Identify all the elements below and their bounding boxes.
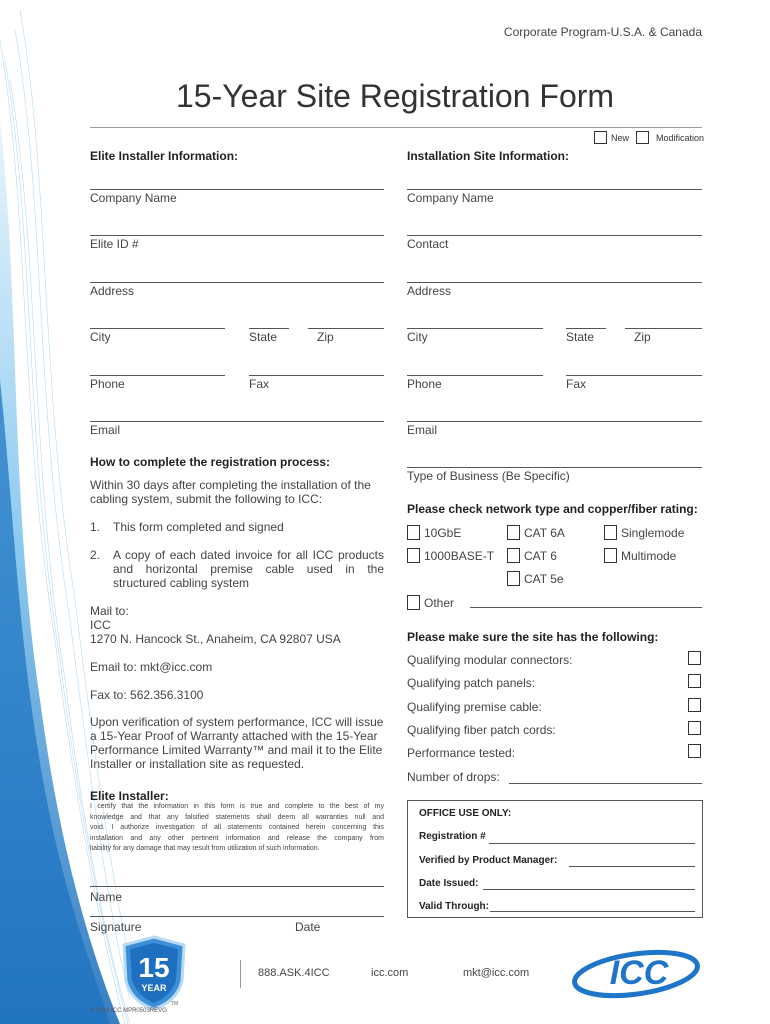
new-checkbox[interactable]: [594, 131, 607, 144]
cat6-checkbox[interactable]: [507, 548, 520, 563]
verification-line-1: Upon verification of system performance, ICC will issue: [90, 715, 384, 729]
registration-number-field[interactable]: [489, 843, 695, 844]
elite-fax-field[interactable]: [249, 375, 384, 376]
elite-phone-label: Phone: [90, 377, 125, 391]
badge-trademark: TM: [171, 1001, 179, 1007]
verified-by-label: Verified by Product Manager:: [419, 855, 558, 866]
date-issued-field[interactable]: [483, 889, 695, 890]
15-year-badge-logo: [120, 935, 188, 1011]
cat6a-checkbox[interactable]: [507, 525, 520, 540]
elite-company-label: Company Name: [90, 191, 177, 205]
process-intro-line-2: cabling system, submit the following to ICC:: [90, 492, 323, 506]
site-address-field[interactable]: [407, 282, 702, 283]
footer-phone[interactable]: 888.ASK.4ICC: [258, 967, 330, 979]
verified-by-field[interactable]: [569, 866, 695, 867]
verification-line-2: a 15-Year Proof of Warranty attached with the 15-Year: [90, 729, 378, 743]
site-phone-field[interactable]: [407, 375, 543, 376]
req-fiber-cords-label: Qualifying fiber patch cords:: [407, 723, 556, 737]
new-label: New: [611, 133, 630, 143]
singlemode-label: Singlemode: [621, 526, 685, 540]
step-1-text: This form completed and signed: [113, 520, 284, 534]
step-2-line-2: and horizontal premise cable used in the: [113, 562, 384, 576]
elite-installer-heading: Elite Installer Information:: [90, 149, 239, 163]
registration-number-label: Registration #: [419, 831, 486, 842]
site-fax-field[interactable]: [566, 375, 702, 376]
installer-name-field[interactable]: [90, 886, 384, 887]
installer-signature-field[interactable]: [90, 916, 384, 917]
badge-word: YEAR: [141, 983, 167, 993]
page-title: 15-Year Site Registration Form: [175, 78, 615, 114]
1000base-t-checkbox[interactable]: [407, 548, 420, 563]
mail-address: 1270 N. Hancock St., Anaheim, CA 92807 USA: [90, 632, 341, 646]
req-premise-cable-checkbox[interactable]: [688, 698, 701, 712]
elite-email-field[interactable]: [90, 421, 384, 422]
site-zip-field[interactable]: [625, 328, 702, 329]
certification-line-3: void. I authorize investigation of all statements contained herein concerning this: [90, 824, 384, 831]
req-patch-panels-checkbox[interactable]: [688, 674, 701, 688]
number-of-drops-field[interactable]: [509, 783, 702, 784]
business-type-field[interactable]: [407, 467, 702, 468]
elite-address-label: Address: [90, 284, 135, 298]
process-intro-line-1: Within 30 days after completing the installation of the: [90, 478, 371, 492]
site-company-field[interactable]: [407, 189, 702, 190]
10gbe-label: 10GbE: [424, 526, 462, 540]
valid-through-label: Valid Through:: [419, 901, 489, 912]
network-heading: Please check network type and copper/fiber rating:: [407, 502, 698, 516]
cat5e-label: CAT 5e: [524, 572, 564, 586]
verification-line-4: Installer or installation site as requested.: [90, 757, 305, 771]
footer-email[interactable]: mkt@icc.com: [463, 967, 530, 979]
elite-zip-field[interactable]: [308, 328, 384, 329]
certification-line-1: I certify that the information in this form is true and complete to the best of my: [90, 803, 384, 810]
footer-website[interactable]: icc.com: [371, 967, 409, 979]
badge-number: 15: [138, 952, 170, 983]
certification-line-4: installation and any other pertinent information and release the company from: [90, 834, 384, 842]
elite-state-label: State: [249, 330, 278, 344]
req-premise-cable-label: Qualifying premise cable:: [407, 700, 542, 714]
icc-logo: [569, 940, 703, 1004]
elite-company-field[interactable]: [90, 189, 384, 190]
req-connectors-checkbox[interactable]: [688, 651, 701, 665]
10gbe-checkbox[interactable]: [407, 525, 420, 540]
other-label: Other: [424, 596, 455, 610]
site-email-field[interactable]: [407, 421, 702, 422]
site-email-label: Email: [407, 423, 438, 437]
multimode-checkbox[interactable]: [604, 548, 617, 563]
cat6a-label: CAT 6A: [524, 526, 565, 540]
site-contact-label: Contact: [407, 237, 449, 251]
installer-signature-label: Signature: [90, 920, 142, 934]
elite-phone-field[interactable]: [90, 375, 225, 376]
other-field[interactable]: [470, 607, 702, 608]
step-2-line-3: structured cabling system: [113, 576, 250, 590]
site-phone-label: Phone: [407, 377, 442, 391]
cat6-label: CAT 6: [524, 549, 557, 563]
corporate-program-label: Corporate Program-U.S.A. & Canada: [503, 25, 702, 39]
verification-line-3: Performance Limited Warranty™ and mail it to the Elite: [90, 743, 383, 757]
certification-line-5: liability for any damage that may result from utilization of such information.: [90, 845, 320, 852]
icc-logo-text: ICC: [609, 954, 669, 992]
site-city-field[interactable]: [407, 328, 543, 329]
elite-city-field[interactable]: [90, 328, 225, 329]
footer-divider: [240, 960, 241, 988]
modification-label: Modification: [656, 133, 705, 143]
site-state-field[interactable]: [566, 328, 606, 329]
req-connectors-label: Qualifying modular connectors:: [407, 653, 573, 667]
installer-date-label: Date: [295, 920, 321, 934]
installer-name-label: Name: [90, 890, 123, 904]
process-heading: How to complete the registration process:: [90, 455, 331, 469]
business-type-label: Type of Business (Be Specific): [407, 469, 570, 483]
site-fax-label: Fax: [566, 377, 587, 391]
elite-id-field[interactable]: [90, 235, 384, 236]
site-city-label: City: [407, 330, 428, 344]
copyright-text: © 2024 ICC MPR0503REVG: [90, 1008, 167, 1014]
site-contact-field[interactable]: [407, 235, 702, 236]
elite-city-label: City: [90, 330, 111, 344]
step-2-line-1: A copy of each dated invoice for all ICC products: [113, 548, 384, 562]
singlemode-checkbox[interactable]: [604, 525, 617, 540]
certification-line-2: knowledge and that any falsified statements shall deem all warranties null and: [90, 813, 384, 821]
fax-to: Fax to: 562.356.3100: [90, 688, 204, 702]
site-state-label: State: [566, 330, 595, 344]
req-performance-tested-label: Performance tested:: [407, 746, 516, 760]
installation-site-heading: Installation Site Information:: [407, 149, 570, 163]
installer-heading: Elite Installer:: [90, 789, 169, 803]
other-checkbox[interactable]: [407, 595, 420, 610]
step-1-number: 1.: [90, 520, 101, 534]
req-fiber-cords-checkbox[interactable]: [688, 721, 701, 735]
number-of-drops-label: Number of drops:: [407, 770, 500, 784]
step-2-number: 2.: [90, 548, 101, 562]
elite-zip-label: Zip: [317, 330, 334, 344]
mail-name: ICC: [90, 618, 111, 632]
office-use-box: [407, 800, 703, 918]
req-performance-tested-checkbox[interactable]: [688, 744, 701, 758]
cat5e-checkbox[interactable]: [507, 571, 520, 586]
site-company-label: Company Name: [407, 191, 494, 205]
site-address-label: Address: [407, 284, 452, 298]
date-issued-label: Date Issued:: [419, 878, 479, 889]
multimode-label: Multimode: [621, 549, 677, 563]
site-zip-label: Zip: [634, 330, 651, 344]
modification-checkbox[interactable]: [636, 131, 649, 144]
mail-to-label: Mail to:: [90, 604, 129, 618]
valid-through-field[interactable]: [490, 911, 695, 912]
elite-id-label: Elite ID #: [90, 237, 139, 251]
elite-address-field[interactable]: [90, 282, 384, 283]
elite-fax-label: Fax: [249, 377, 270, 391]
elite-email-label: Email: [90, 423, 121, 437]
title-divider: [90, 127, 702, 128]
email-to: Email to: mkt@icc.com: [90, 660, 213, 674]
elite-state-field[interactable]: [249, 328, 289, 329]
office-use-heading: OFFICE USE ONLY:: [419, 808, 512, 819]
site-requirements-heading: Please make sure the site has the following:: [407, 630, 659, 644]
1000base-t-label: 1000BASE-T: [424, 549, 495, 563]
req-patch-panels-label: Qualifying patch panels:: [407, 676, 536, 690]
